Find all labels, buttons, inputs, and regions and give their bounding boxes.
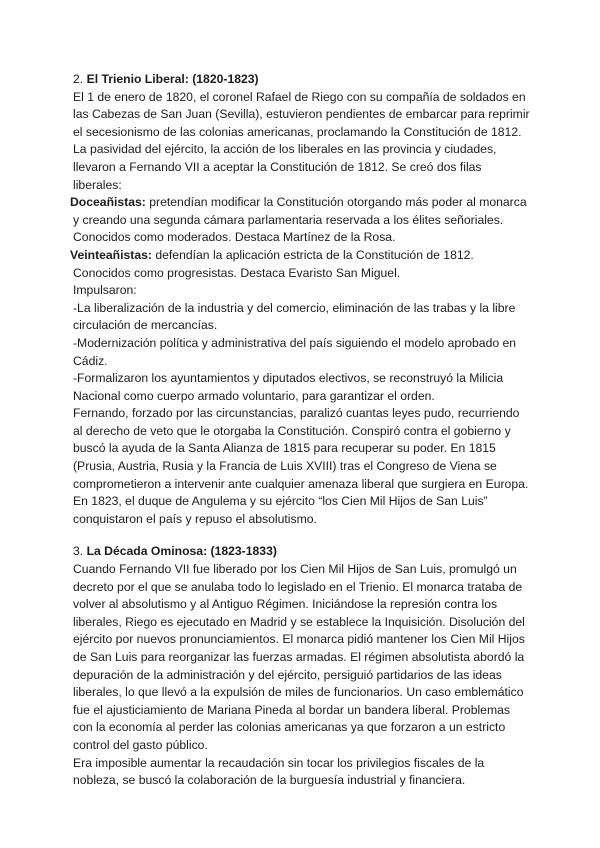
doceanistas-block [70, 194, 560, 247]
paragraph-line: liberales, Riego es ejecutado en Madrid y se establece la Inquisición. Disolución del [73, 614, 525, 629]
paragraph-line: circulación de mercancías. [73, 318, 218, 333]
section-3-body [73, 561, 560, 790]
veinteanistas-first-line [70, 247, 560, 265]
doceanistas-first-line [70, 194, 560, 212]
paragraph-line: -La liberalización de la industria y del comercio, eliminación de las trabas y la libre [73, 300, 516, 315]
impulsaron-block [73, 282, 560, 528]
paragraph-line: -Modernización política y administrativa del país siguiendo el modelo aprobado en [73, 335, 517, 350]
paragraph-line: de San Luis para reorganizar las fuerzas armadas. El régimen absolutista abordó la [73, 650, 525, 664]
section-spacer [73, 528, 560, 543]
paragraph-line: conquistaron el país y repuso el absolutismo. [73, 511, 317, 526]
paragraph-line: En 1823, el duque de Angulema y su ejército “los Cien Mil Hijos de San Luis” [73, 494, 488, 509]
paragraph-line: ejército por nuevos pronunciamientos. El monarca pidió mantener los Cien Mil Hijos [73, 632, 525, 647]
doceanistas-term: Doceañistas: [70, 195, 146, 210]
veinteanistas-term: Veinteañistas: [70, 247, 152, 262]
paragraph-line: -Formalizaron los ayuntamientos y diputados electivos, se reconstruyó la Milicia [73, 371, 504, 386]
paragraph-line: buscó la ayuda de la Santa Alianza de 1815 para recuperar su poder. En 1815 [73, 441, 496, 456]
paragraph-line: Era imposible aumentar la recaudación sin tocar los privilegios fiscales de la [73, 755, 485, 770]
doceanistas-text: pretendían modificar la Constitución otorgando más poder al monarca [145, 195, 527, 210]
paragraph-line: fue el ajusticiamiento de Mariana Pineda al bordar un bandera liberal. Problemas [73, 702, 510, 717]
paragraph-line: liberales, lo que llevó a la expulsión de miles de funcionarios. Un caso emblemático [73, 685, 524, 700]
section-2-title: El Trienio Liberal: (1820-1823) [86, 72, 259, 86]
paragraph-line: liberales: [73, 177, 122, 192]
paragraph-line: al derecho de veto que le otorgaba la Constitución. Conspiró contra el gobierno y [73, 423, 511, 438]
paragraph-line: y creando una segunda cámara parlamentaria reservada a los élites señoriales. [73, 212, 504, 227]
section-2-heading [73, 71, 560, 89]
paragraph-line: el secesionismo de las colonias americanas, proclamando la Constitución de 1812. [73, 124, 522, 139]
section-2-intro [73, 89, 560, 195]
paragraph-line: depuración de la administración y del ejército, persiguió partidarios de las ideas [73, 667, 502, 682]
paragraph-line: El 1 de enero de 1820, el coronel Rafael de Riego con su compañía de soldados en [73, 89, 526, 104]
paragraph-line: control del gasto público. [73, 737, 208, 752]
paragraph-line: Impulsaron: [73, 283, 137, 298]
paragraph-line: (Prusia, Austria, Rusia y la Francia de Luis XVIII) tras el Congreso de Viena se [73, 459, 497, 474]
paragraph-line: con la economía al perder las colonias americanas ya que forzaron a un estricto [73, 720, 506, 735]
paragraph-line: volver al absolutismo y al Antiguo Régimen. Iniciándose la represión contra los [73, 597, 498, 612]
paragraph-line: Nacional como cuerpo armado voluntario, para garantizar el orden. [73, 388, 435, 403]
section-3-number: 3. [73, 544, 84, 559]
veinteanistas-text: defendían la aplicación estricta de la Constitución de 1812. [151, 247, 474, 262]
section-2-number: 2. [73, 72, 84, 86]
paragraph-line: decreto por el que se anulaba todo lo legislado en el Trienio. El monarca trataba de [73, 579, 523, 594]
paragraph-line: nobleza, se buscó la colaboración de la burguesía industrial y financiera. [73, 773, 466, 788]
paragraph-line: Conocidos como moderados. Destaca Martínez de la Rosa. [73, 230, 396, 245]
section-3-heading [73, 543, 560, 561]
paragraph-line: Conocidos como progresistas. Destaca Evaristo San Miguel. [73, 265, 401, 280]
paragraph-line: llevaron a Fernando VII a aceptar la Constitución de 1812. Se creó dos filas [73, 159, 482, 174]
paragraph-line: Fernando, forzado por las circunstancias, paralizó cuantas leyes pudo, recurriendo [73, 406, 520, 421]
paragraph-line: Cuando Fernando VII fue liberado por los Cien Mil Hijos de San Luis, promulgó un [73, 562, 517, 577]
veinteanistas-block [70, 247, 560, 282]
paragraph-line: La pasividad del ejército, la acción de los liberales en las provincia y ciudades, [73, 142, 497, 157]
section-3-title: La Década Ominosa: (1823-1833) [86, 544, 277, 559]
paragraph-line: las Cabezas de San Juan (Sevilla), estuvieron pendientes de embarcar para reprimir [73, 107, 530, 122]
paragraph-line: comprometieron a intervenir ante cualquier amenaza liberal que surgiera en Europa. [73, 476, 529, 491]
paragraph-line: Cádiz. [73, 353, 108, 368]
